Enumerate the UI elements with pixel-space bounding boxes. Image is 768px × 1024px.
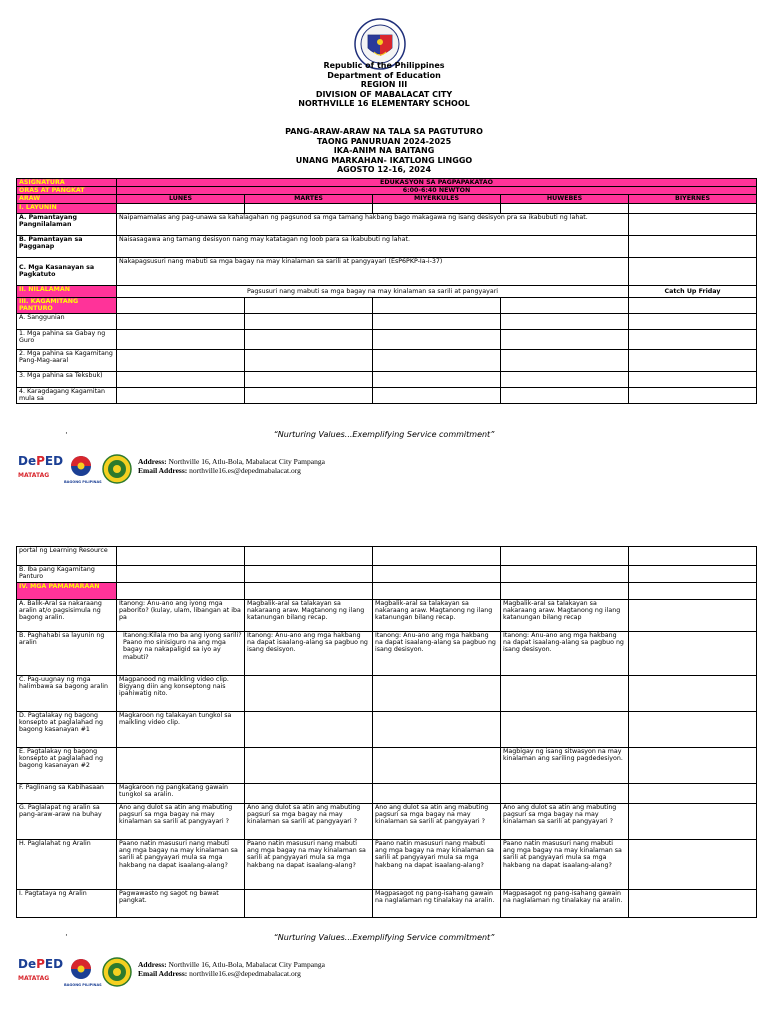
deped-logo: DePED: [18, 957, 64, 971]
pamantayan-sa-pagganap-value: Naisasagawa ang tamang desisyon nang may katatagan ng loob para sa ikabubuti ng lahat.: [117, 235, 629, 257]
row-label: portal ng Learning Resource: [17, 547, 117, 566]
bullet-dot: ·: [65, 429, 68, 439]
procedure-cell: [501, 784, 629, 804]
bagong-pilipinas-logo-icon: [66, 454, 96, 482]
procedure-cell: [629, 748, 757, 784]
page-1: [0, 0, 768, 500]
row-label: C. Pag-uugnay ng mga halimbawa sa bagong aralin: [17, 676, 117, 712]
procedure-cell: [245, 890, 373, 918]
procedure-cell: [629, 890, 757, 918]
bagong-pilipinas-label: BAGONG PILIPINAS: [64, 480, 102, 484]
row-label: C. Mga Kasanayan sa Pagkatuto: [17, 257, 117, 285]
procedure-cell: [629, 600, 757, 632]
row-label: 4. Karagdagang Kagamitan mula sa: [17, 387, 117, 403]
procedure-cell: Itanong: Anu-ano ang mga hakbang na dapat isaalang-alang sa pagbuo ng isang desisyon.: [501, 632, 629, 676]
procedure-cell: Pagwawasto ng sagot ng bawat pangkat.: [117, 890, 245, 918]
oras-value: 6:00-6:40 NEWTON: [117, 187, 757, 195]
procedure-cell: Itanong: Anu-ano ang mga hakbang na dapat isaalang-alang sa pagbuo ng isang desisyon.: [245, 632, 373, 676]
procedure-cell: [629, 840, 757, 890]
procedure-cell: Paano natin masusuri nang mabuti ang mga bagay na may kinalaman sa sarili at pangyayari mula sa mga hakbang na dapat isaalang-alang?: [245, 840, 373, 890]
row-label: 3. Mga pahina sa Teksbuk): [17, 371, 117, 387]
procedure-cell: [373, 712, 501, 748]
procedure-cell: Ano ang dulot sa atin ang mabuting pagsuri sa mga bagay na may kinalaman sa sarili at pangyayari ?: [245, 804, 373, 840]
email-value: northville16.es@depedmabalacat.org: [189, 969, 301, 978]
row-label: 2. Mga pahina sa Kagamitang Pang-Mag-aaral: [17, 349, 117, 371]
letterhead-line: REGION III: [360, 80, 408, 89]
email-label: Email Address:: [138, 466, 188, 475]
procedure-cell: Itanong: Anu-ano ang iyong mga paborito? (kulay, ulam, libangan at iba pa: [117, 600, 245, 632]
procedure-cell: Magkaroon ng pangkatang gawain tungkol sa aralin.: [117, 784, 245, 804]
deped-logo: DePED: [18, 454, 64, 468]
procedure-cell: Paano natin masusuri nang mabuti ang mga bagay na may kinalaman sa sarili at pangyayari mula sa mga hakbang na dapat isaalang-alang?: [501, 840, 629, 890]
procedure-cell: [245, 676, 373, 712]
school-contact: [138, 457, 325, 475]
procedure-cell: [501, 712, 629, 748]
row-label: A. Balik-Aral sa nakaraang aralin at/o pagsisimula ng bagong aralin.: [17, 600, 117, 632]
day-header: HUWEBES: [501, 195, 629, 203]
letterhead: [0, 61, 768, 109]
bagong-pilipinas-label: BAGONG PILIPINAS: [64, 983, 102, 987]
procedure-cell: Ano ang dulot sa atin ang mabuting pagsuri sa mga bagay na may kinalaman sa sarili at pangyayari ?: [373, 804, 501, 840]
row-label: B. Paghahabi sa layunin ng aralin: [17, 632, 117, 676]
address-value: Northville 16, Atlu-Bola, Mabalacat City Pampanga: [168, 457, 325, 466]
procedure-cell: Magbalik-aral sa talakayan sa nakaraang araw. Magtanong ng ilang katanungan bilang recap.: [245, 600, 373, 632]
procedure-cell: [629, 632, 757, 676]
matatag-label: MATATAG: [18, 975, 50, 982]
procedure-cell: Magbigay ng isang sitwasyon na may kinalaman ang sariling pagdedesiyon.: [501, 748, 629, 784]
row-label: B. Pamantayan sa Pagganap: [17, 235, 117, 257]
day-header: MARTES: [245, 195, 373, 203]
title-line: UNANG MARKAHAN- IKATLONG LINGGO: [295, 155, 473, 165]
row-label: F. Paglinang sa Kabihasaan: [17, 784, 117, 804]
procedure-cell: [629, 676, 757, 712]
procedure-cell: [117, 748, 245, 784]
araw-label: ARAW: [17, 195, 117, 203]
school-contact: [138, 960, 325, 978]
title-line: TAONG PANURUAN 2024-2025: [316, 136, 452, 146]
nilalaman-friday: Catch Up Friday: [629, 285, 757, 297]
asignatura-value: EDUKASYON SA PAGPAPAKATAO: [117, 179, 757, 187]
section-layunin: I. LAYUNIN: [17, 203, 117, 213]
address-label: Address:: [138, 457, 167, 466]
procedure-cell: [629, 712, 757, 748]
row-label: D. Pagtalakay ng bagong konsepto at paglalahad ng bagong kasanayan #1: [17, 712, 117, 748]
letterhead-line: DIVISION OF MABALACAT CITY: [315, 89, 453, 99]
matatag-label: MATATAG: [18, 472, 50, 479]
address-label: Address:: [138, 960, 167, 969]
procedure-cell: Itanong:Kilala mo ba ang iyong sarili? Paano mo sinisiguro na ang mga bagay na nakapaligid sa iyo ay mabuti?: [117, 632, 245, 676]
page-2: [0, 512, 768, 1024]
procedure-cell: Paano natin masusuri nang mabuti ang mga bagay na may kinalaman sa sarili at pangyayari mula sa mga hakbang na dapat isaalang-alang?: [373, 840, 501, 890]
title-line: IKA-ANIM NA BAITANG: [333, 146, 435, 155]
lesson-plan-table-part2: [16, 546, 757, 918]
school-motto: “Nurturing Values...Exemplifying Service commitment”: [273, 430, 495, 439]
procedure-cell: Ano ang dulot sa atin ang mabuting pagsuri sa mga bagay na may kinalaman sa sarili at pangyayari ?: [501, 804, 629, 840]
lesson-plan-table-part1: [16, 178, 757, 404]
procedure-cell: [373, 748, 501, 784]
row-label: A. Sanggunian: [17, 313, 117, 329]
bagong-pilipinas-logo-icon: [66, 957, 96, 985]
pamantayang-pangnilalaman-value: Naipamamalas ang pag-unawa sa kahalagahan ng pagsunod sa mga tamang hakbang bago makagawa ng isang desisyon pra sa ikabubuti ng lahat.: [117, 213, 629, 235]
row-label: H. Paglalahat ng Aralin: [17, 840, 117, 890]
title-line: AGOSTO 12-16, 2024: [336, 165, 432, 174]
asignatura-label: ASIGNATURA: [17, 179, 117, 187]
page-footer: [16, 452, 756, 492]
address-value: Northville 16, Atlu-Bola, Mabalacat City Pampanga: [168, 960, 325, 969]
letterhead-line: Republic of the Philippines: [323, 61, 445, 70]
section-pamamaraan: IV. MGA PAMAMARAAN: [17, 583, 117, 600]
procedure-cell: Magbalik-aral sa talakayan sa nakaraang araw. Magtanong ng ilang katanungan bilang recap.: [373, 600, 501, 632]
row-label: 1. Mga pahina sa Gabay ng Guro: [17, 329, 117, 349]
row-label: B. Iba pang Kagamitang Panturo: [17, 566, 117, 583]
procedure-cell: [629, 784, 757, 804]
page-footer: [16, 955, 756, 995]
procedure-cell: [373, 676, 501, 712]
procedure-cell: [373, 784, 501, 804]
procedure-cell: Magpasagot ng pang-isahang gawain na naglalaman ng tinalakay na aralin.: [501, 890, 629, 918]
letterhead-line: Department of Education: [327, 70, 441, 80]
procedure-cell: Magpanood ng maikling video clip. Bigyang diin ang konseptong nais ipahiwatig nito.: [117, 676, 245, 712]
section-kagamitang-panturo: III. KAGAMITANG PANTURO: [17, 297, 117, 313]
school-seal-icon: [102, 957, 132, 987]
document-title: [0, 127, 768, 175]
row-label: I. Pagtataya ng Aralin: [17, 890, 117, 918]
row-label: E. Pagtalakay ng bagong konsepto at paglalahad ng bagong kasanayan #2: [17, 748, 117, 784]
procedure-cell: Itanong: Anu-ano ang mga hakbang na dapat isaalang-alang sa pagbuo ng isang desisyon.: [373, 632, 501, 676]
procedure-cell: [501, 676, 629, 712]
procedure-cell: [245, 748, 373, 784]
email-value: northville16.es@depedmabalacat.org: [189, 466, 301, 475]
day-header: MIYERKULES: [373, 195, 501, 203]
procedure-cell: [629, 804, 757, 840]
procedure-cell: [245, 784, 373, 804]
row-label: A. Pamantayang Pangnilalaman: [17, 213, 117, 235]
school-motto: “Nurturing Values...Exemplifying Service commitment”: [273, 933, 495, 942]
section-nilalaman: II. NILALAMAN: [17, 285, 117, 297]
row-label: G. Paglalapat ng aralin sa pang-araw-araw na buhay: [17, 804, 117, 840]
nilalaman-value: Pagsusuri nang mabuti sa mga bagay na may kinalaman sa sarili at pangyayari: [117, 285, 629, 297]
procedure-cell: Paano natin masusuri nang mabuti ang mga bagay na may kinalaman sa sarili at pangyayari mula sa mga hakbang na dapat isaalang-alang?: [117, 840, 245, 890]
procedure-cell: Magkaroon ng talakayan tungkol sa maikling video clip.: [117, 712, 245, 748]
email-label: Email Address:: [138, 969, 188, 978]
kasanayan-value: Nakapagsusuri nang mabuti sa mga bagay na may kinalaman sa sarili at pangyayari (EsP6PKP-Ia-i-37): [117, 257, 629, 285]
bullet-dot: ·: [65, 931, 68, 941]
oras-label: ORAS AT PANGKAT: [17, 187, 117, 195]
procedure-cell: Magpasagot ng pang-isahang gawain na naglalaman ng tinalakay na aralin.: [373, 890, 501, 918]
procedure-cell: Magbalik-aral sa talakayan sa nakaraang araw. Magtanong ng ilang katanungan bilang recap: [501, 600, 629, 632]
school-seal-icon: [102, 454, 132, 484]
title-line: PANG-ARAW-ARAW NA TALA SA PAGTUTURO: [285, 127, 483, 136]
day-header: LUNES: [117, 195, 245, 203]
letterhead-line: NORTHVILLE 16 ELEMENTARY SCHOOL: [298, 99, 470, 108]
procedure-cell: [245, 712, 373, 748]
day-header: BIYERNES: [629, 195, 757, 203]
procedure-cell: Ano ang dulot sa atin ang mabuting pagsuri sa mga bagay na may kinalaman sa sarili at pangyayari ?: [117, 804, 245, 840]
